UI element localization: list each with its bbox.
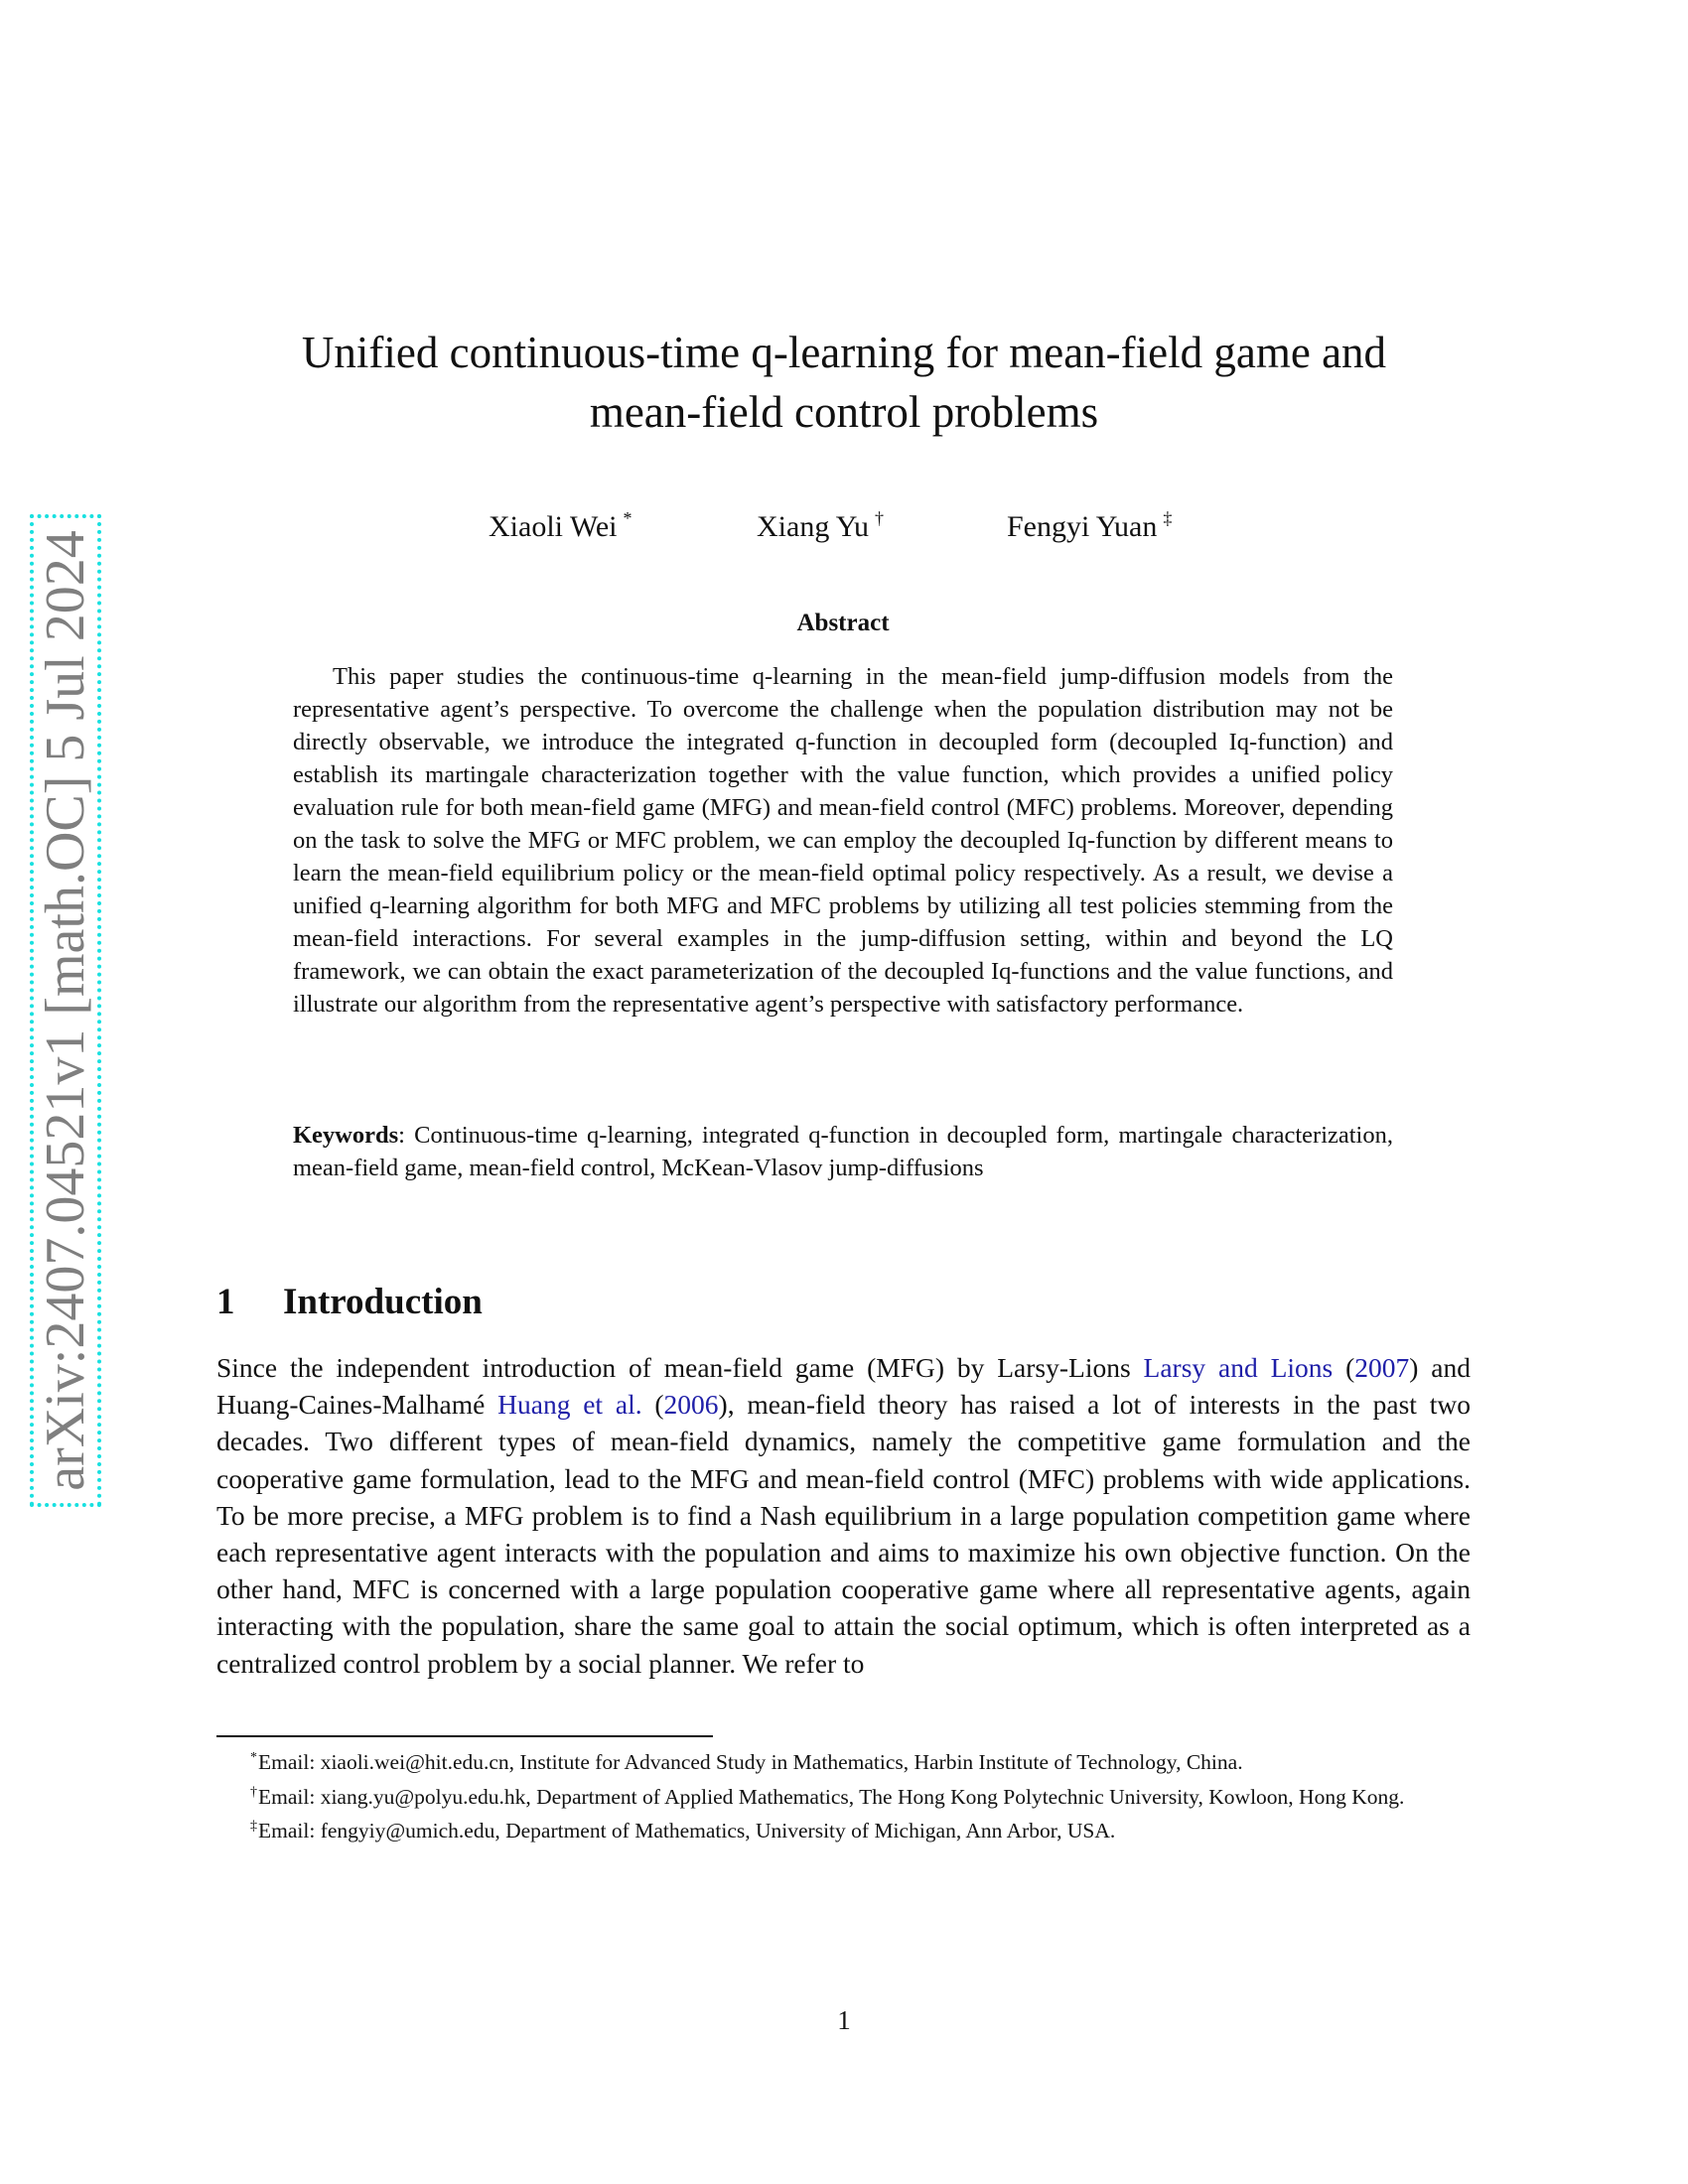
citation-link-larsy-lions[interactable]: Larsy and Lions [1143,1352,1334,1383]
author-footnote-mark[interactable]: † [875,508,885,528]
author-name: Xiang Yu [757,510,870,543]
paper-title: Unified continuous-time q-learning for mean-field game and mean-field control problems [301,328,1387,437]
paragraph-text: ( [641,1389,664,1421]
paragraph-text: Since the independent introduction of mean-field game (MFG) by Larsy-Lions [216,1352,1144,1383]
footnote-2 [216,1778,1471,1813]
section-title: Introduction [283,1282,483,1322]
footnote-mark: † [250,1784,257,1800]
footnote-text: Email: xiaoli.wei@hit.edu.cn, Institute for Advanced Study in Mathematics, Harbin Institute of Technology, China. [258,1750,1243,1774]
footnote-text: Email: fengyiy@umich.edu, Department of Mathematics, University of Michigan, Ann Arbor, USA. [258,1819,1116,1843]
footnote-mark: * [250,1750,257,1765]
author-1 [489,498,633,547]
arxiv-stamp-label[interactable]: arXiv:2407.04521v1 [math.OC] 5 Jul 2024 [35,530,96,1491]
paragraph-text: ) and Huang-Caines-Malhamé [216,1352,1471,1421]
page-number: 1 [837,2005,851,2035]
author-name: Xiaoli Wei [489,510,618,543]
keywords [293,1119,1393,1184]
citation-year-link-2007[interactable]: 2007 [1354,1352,1410,1383]
author-footnote-mark[interactable]: * [623,508,633,528]
paragraph-text: ( [1333,1352,1355,1383]
section-heading [216,1281,483,1324]
author-2 [757,498,884,547]
footnotes [216,1743,1471,1846]
author-3 [1007,498,1172,547]
footnote-mark: ‡ [250,1819,257,1834]
section-number: 1 [216,1282,235,1322]
footnote-3 [216,1812,1471,1846]
intro-paragraph [216,1349,1471,1682]
citation-link-huang[interactable]: Huang et al. [497,1389,642,1421]
author-list [0,498,1688,543]
author-footnote-mark[interactable]: ‡ [1163,508,1173,528]
footnote-divider [216,1735,713,1737]
citation-year-link-2006[interactable]: 2006 [663,1389,719,1421]
paragraph-text: ), mean-field theory has raised a lot of interests in the past two decades. Two different types of mean-field dynamics, namely the competitive game formulation and the cooperative game formulation, lead to the MFG and mean-field control (MFC) problems with wide applications. To be more precise, a MFG problem is to find a Nash equilibrium in a large population competition game where each representative agent interacts with the population and aims to maximize his own objective function. On the other hand, MFC is concerned with a large population cooperative game where all representative agents, again interacting with the population, share the same goal to attain the social optimum, which is often interpreted as a centralized control problem by a social planner. We refer to [216,1389,1471,1679]
footnote-1 [216,1743,1471,1778]
author-name: Fengyi Yuan [1007,510,1158,543]
footnote-text: Email: xiang.yu@polyu.edu.hk, Department of Applied Mathematics, The Hong Kong Polytechnic University, Kowloon, Hong Kong. [258,1784,1405,1809]
keywords-text: : Continuous-time q-learning, integrated q-function in decoupled form, martingale characterization, mean-field game, mean-field control, McKean-Vlasov jump-diffusions [293,1122,1393,1181]
abstract-heading: Abstract [796,610,890,636]
keywords-label: Keywords [293,1122,399,1149]
abstract-text: This paper studies the continuous-time q-learning in the mean-field jump-diffusion models from the representative agent’s perspective. To overcome the challenge when the population distribution may not be directly observable, we introduce the integrated q-function in decoupled form (decoupled Iq-function) and establish its martingale characterization together with the value function, which provides a unified policy evaluation rule for both mean-field game (MFG) and mean-field control (MFC) problems. Moreover, depending on the task to solve the MFG or MFC problem, we can employ the decoupled Iq-function by different means to learn the mean-field equilibrium policy or the mean-field optimal policy respectively. As a result, we devise a unified q-learning algorithm for both MFG and MFC problems by utilizing all test policies stemming from the mean-field interactions. For several examples in the jump-diffusion setting, within and beyond the LQ framework, we can obtain the exact parameterization of the decoupled Iq-functions and the value functions, and illustrate our algorithm from the representative agent’s perspective with satisfactory performance. [293,663,1393,1018]
